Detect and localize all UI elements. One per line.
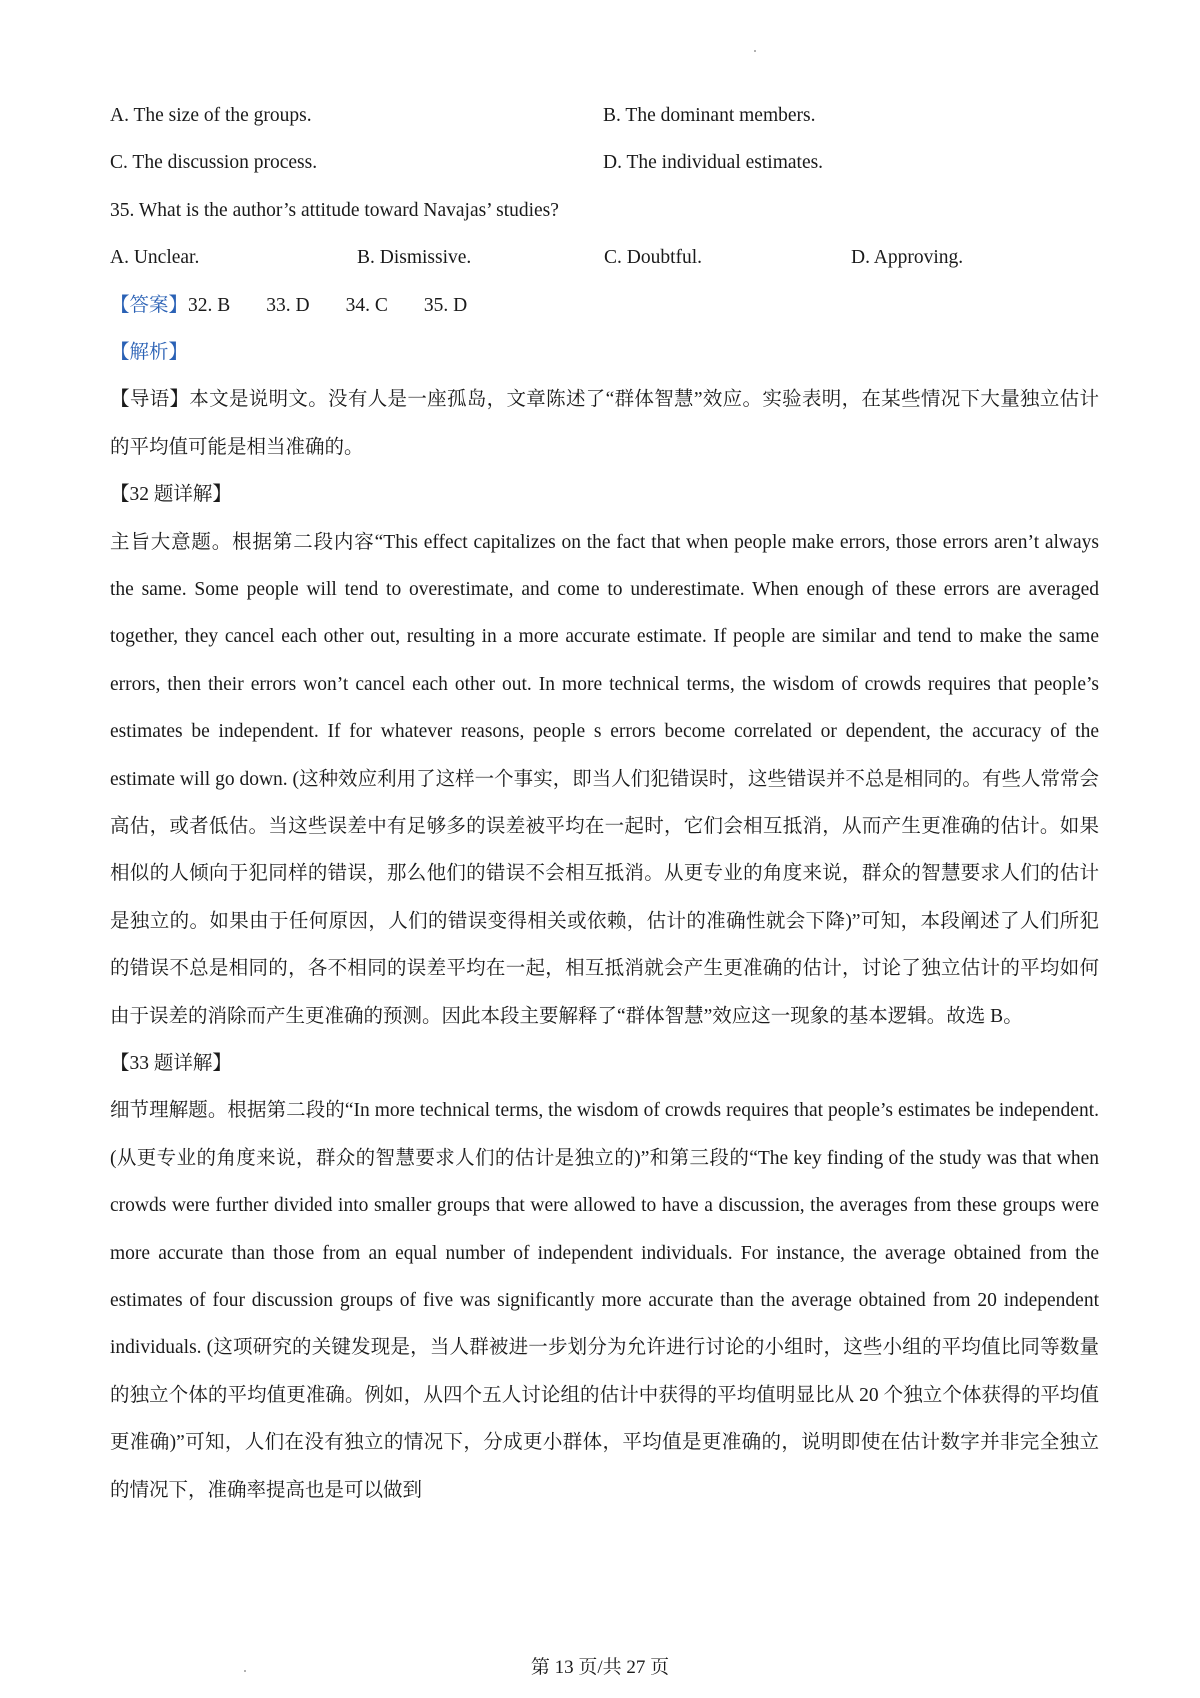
answer-line [110,282,1099,329]
scan-speck [754,50,756,52]
q35-option-b: B. Dismissive. [357,246,472,268]
page-number-footer: 第 13 页/共 27 页 [530,1657,670,1678]
q32-header: 【32 题详解】 [110,484,232,506]
q33-header: 【33 题详解】 [110,1053,232,1075]
q34-option-d: D. The individual estimates. [603,152,824,174]
q32-explanation: 主旨大意题。根据第二段内容“This effect capitalizes on the fact that when people make errors, those errors aren’t always the same. Some people will tend to overestimate, and come to underestimate. When enough of these errors are averaged together, they cancel each other out, resulting in a more accurate estimate. If people are similar and tend to make the same errors, then their errors won’t cancel each other out. In more technical terms, the wisdom of crowds requires that people’s estimates be independent. If for whatever reasons, people s errors become correlated or dependent, the accuracy of the estimate will go down. (这种效应利用了这样一个事实，即当人们犯错误时，这些错误并不总是相同的。有些人常常会高估，或者低估。当这些误差中有足够多的误差被平均在一起时，它们会相互抵消，从而产生更准确的估计。如果相似的人倾向于犯同样的错误，那么他们的错误不会相互抵消。从更专业的角度来说，群众的智慧要求人们的估计是独立的。如果由于任何原因，人们的错误变得相关或依赖，估计的准确性就会下降)”可知，本段阐述了人们所犯的错误不总是相同的，各不相同的误差平均在一起，相互抵消就会产生更准确的估计，讨论了独立估计的平均如何由于误差的消除而产生更准确的预测。因此本段主要解释了“群体智慧”效应这一现象的基本逻辑。故选 B。 [110,531,1099,1027]
q34-option-c: C. The discussion process. [110,152,318,174]
q35-option-d: D. Approving. [851,246,964,268]
answer-item: 33. D [266,294,310,316]
answer-item: 32. B [188,294,231,316]
answer-item: 35. D [423,294,468,316]
q34-option-b: B. The dominant members. [603,104,816,126]
intro-paragraph: 【导语】本文是说明文。没有人是一座孤岛，文章陈述了“群体智慧”效应。实验表明，在某些情况下大量独立估计的平均值可能是相当准确的。 [110,389,1099,458]
q34-options-row-2 [110,139,1099,186]
analysis-label: 【解析】 [110,341,189,363]
answer-label: 【答案】 [110,294,189,316]
q34-option-a: A. The size of the groups. [110,104,312,126]
q33-explanation: 细节理解题。根据第二段的“In more technical terms, the wisdom of crowds requires that people’s estimates be independent. (从更专业的角度来说，群众的智慧要求人们的估计是独立的)”和第三段的“The key finding of the study was that when crowds were further divided into smaller groups that were allowed to have a discussion, the averages from these groups were more accurate than those from an equal number of independent individuals. For instance, the average obtained from the estimates of four discussion groups of five was significantly more accurate than the average obtained from 20 independent individuals. (这项研究的关键发现是，当人群被进一步划分为允许进行讨论的小组时，这些小组的平均值比同等数量的独立个体的平均值更准确。例如，从四个五人讨论组的估计中获得的平均值明显比从 20 个独立个体获得的平均值更准确)”可知，人们在没有独立的情况下，分成更小群体，平均值是更准确的，说明即使在估计数字并非完全独立的情况下，准确率提高也是可以做到 [110,1100,1099,1501]
q35-option-a: A. Unclear. [110,246,200,268]
answer-item: 34. C [345,294,388,316]
q34-options-row-1 [110,92,1099,139]
page-content [110,92,1099,1514]
q35-question: 35. What is the author’s attitude toward Navajas’ studies? [110,199,559,221]
q35-options-row [110,234,1099,281]
q35-option-c: C. Doubtful. [604,246,703,268]
